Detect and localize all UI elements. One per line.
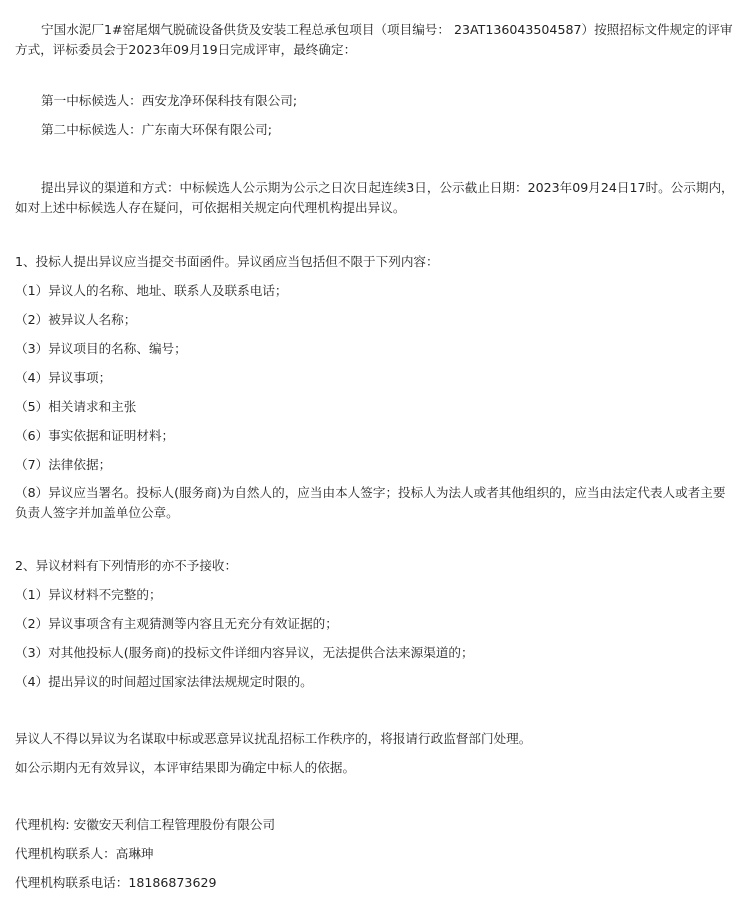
section1-item-6: （6）事实依据和证明材料； (15, 428, 175, 443)
closing-warning: 异议人不得以异议为名谋取中标或恶意异议扰乱招标工作秩序的，将报请行政监督部门处理。 (15, 731, 532, 746)
candidate-first: 第一中标候选人：西安龙净环保科技有限公司; (41, 93, 298, 108)
section2-item-2: （2）异议事项含有主观猜测等内容且无充分有效证据的； (15, 616, 338, 631)
section1-item-8: （8）异议应当署名。投标人(服务商)为自然人的，应当由本人签字；投标人为法人或者其他组织的，应当由法定代表人或者主要负责人签字并加盖单位公章。 (15, 485, 726, 520)
section2-item-1: （1）异议材料不完整的； (15, 587, 162, 602)
closing-basis: 如公示期内无有效异议，本评审结果即为确定中标人的依据。 (15, 760, 356, 775)
section1-item-3: （3）异议项目的名称、编号； (15, 341, 187, 356)
section1-item-2: （2）被异议人名称； (15, 312, 137, 327)
agency-contact: 代理机构联系人：高琳珅 (15, 846, 154, 861)
section1-item-4: （4）异议事项； (15, 370, 112, 385)
intro-paragraph: 宁国水泥厂1#窑尾烟气脱硫设备供货及安装工程总承包项目（项目编号： 23AT136043504587）按照招标文件规定的评审方式，评标委员会于2023年09月19日完成评审，最终确定： (15, 22, 733, 57)
section1-item-7: （7）法律依据； (15, 457, 112, 472)
section2-item-3: （3）对其他投标人(服务商)的投标文件详细内容异议，无法提供合法来源渠道的； (15, 645, 474, 660)
objection-channel-paragraph: 提出异议的渠道和方式：中标候选人公示期为公示之日次日起连续3日，公示截止日期：2023年09月24日17时。公示期内，如对上述中标候选人存在疑问，可依据相关规定向代理机构提出异议。 (15, 180, 734, 215)
agency-name: 代理机构: 安徽安天利信工程管理股份有限公司 (15, 817, 276, 832)
section2-item-4: （4）提出异议的时间超过国家法律法规规定时限的。 (15, 674, 313, 689)
section1-item-5: （5）相关请求和主张 (15, 399, 137, 414)
section1-heading: 1、投标人提出异议应当提交书面函件。异议函应当包括但不限于下列内容： (15, 254, 439, 269)
section1-item-1: （1）异议人的名称、地址、联系人及联系电话； (15, 283, 288, 298)
agency-phone: 代理机构联系电话：18186873629 (15, 875, 217, 890)
section2-heading: 2、异议材料有下列情形的亦不予接收： (15, 558, 238, 573)
candidate-second: 第二中标候选人：广东南大环保有限公司; (41, 122, 272, 137)
